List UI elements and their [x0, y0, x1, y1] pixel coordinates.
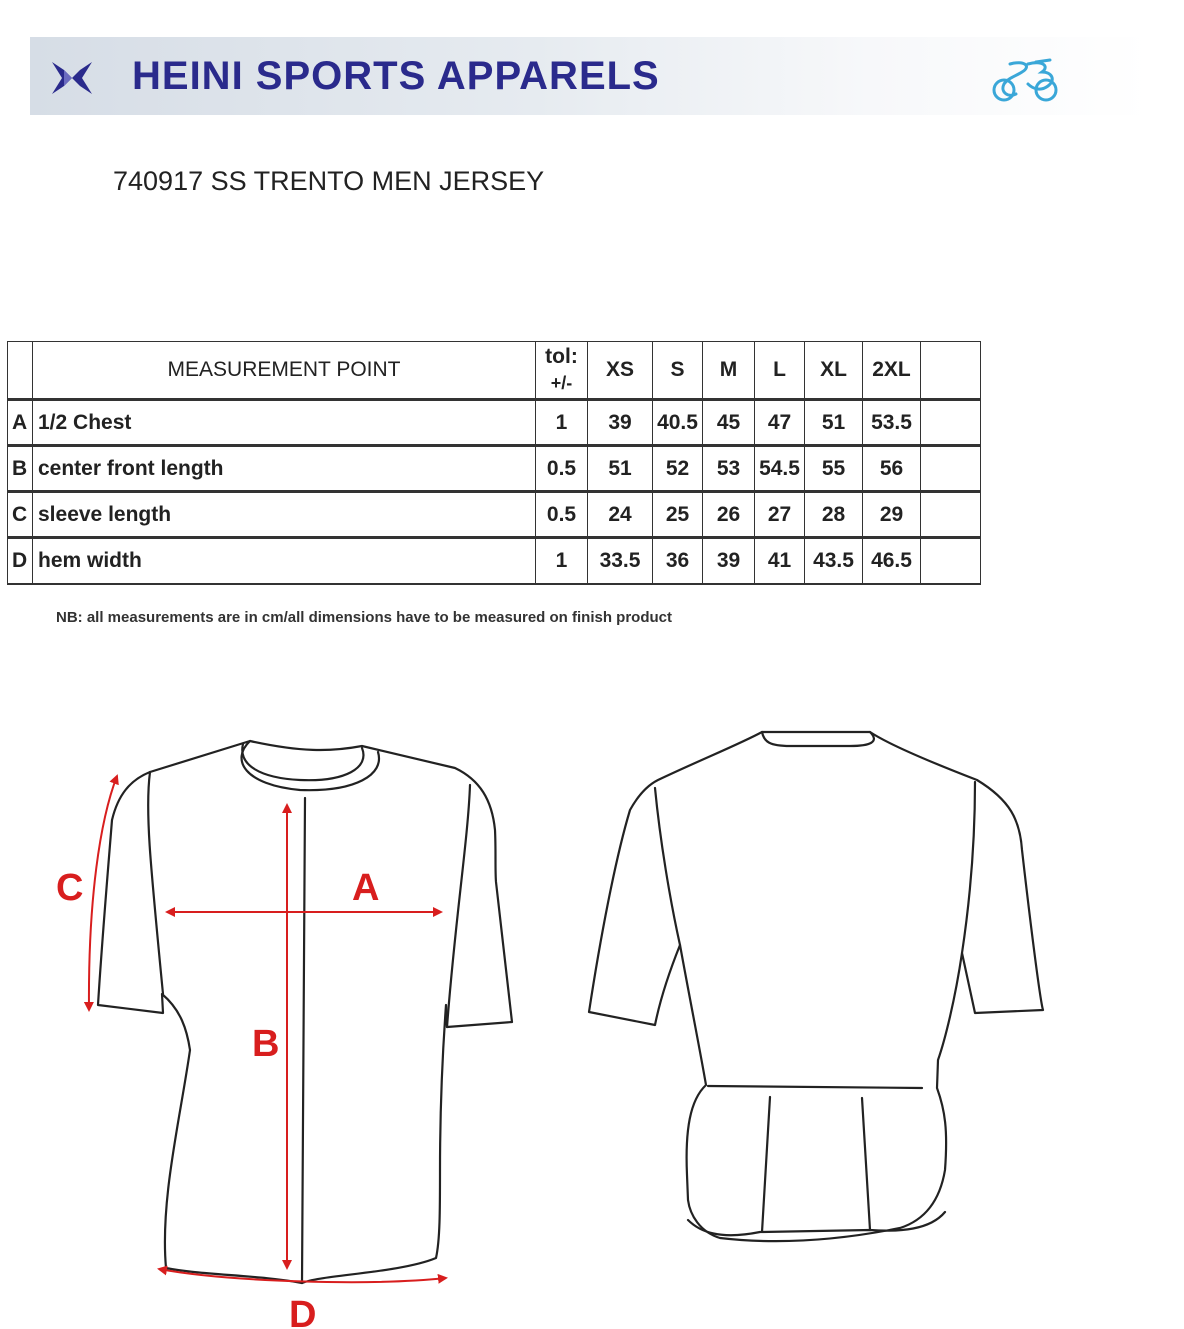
row-value: 46.5 — [863, 538, 921, 584]
header-size-s: S — [653, 342, 703, 400]
row-value: 36 — [653, 538, 703, 584]
row-value: 25 — [653, 492, 703, 538]
row-value: 26 — [703, 492, 755, 538]
row-point: sleeve length — [33, 492, 536, 538]
row-value: 24 — [588, 492, 653, 538]
row-empty — [921, 492, 981, 538]
row-tol: 1 — [536, 400, 588, 446]
header-size-xs: XS — [588, 342, 653, 400]
row-value: 29 — [863, 492, 921, 538]
table-row — [8, 400, 981, 446]
header-measurement-point: MEASUREMENT POINT — [33, 342, 536, 400]
measurement-note: NB: all measurements are in cm/all dimensions have to be measured on finish product — [56, 609, 672, 626]
jersey-front-icon — [98, 741, 512, 1283]
row-empty — [921, 400, 981, 446]
header-size-2xl: 2XL — [863, 342, 921, 400]
header-size-m: M — [703, 342, 755, 400]
row-value: 51 — [588, 446, 653, 492]
dimension-d-label: D — [289, 1294, 317, 1329]
header-size-l: L — [755, 342, 805, 400]
row-code: B — [8, 446, 33, 492]
jersey-diagram — [0, 700, 1184, 1329]
row-value: 43.5 — [805, 538, 863, 584]
header-tolerance — [536, 342, 588, 400]
row-empty — [921, 538, 981, 584]
row-empty — [921, 446, 981, 492]
header-code-cell — [8, 342, 33, 400]
heini-h-logo-icon — [50, 58, 94, 96]
row-value: 45 — [703, 400, 755, 446]
product-title: 740917 SS TRENTO MEN JERSEY — [113, 166, 545, 196]
row-value: 52 — [653, 446, 703, 492]
tol-sign: +/- — [550, 373, 573, 393]
row-value: 33.5 — [588, 538, 653, 584]
dimension-b-label: B — [252, 1023, 280, 1065]
row-value: 41 — [755, 538, 805, 584]
row-value: 39 — [703, 538, 755, 584]
row-value: 55 — [805, 446, 863, 492]
brand-name: HEINI SPORTS APPARELS — [132, 54, 660, 98]
dimension-c-label: C — [56, 867, 84, 909]
row-value: 53 — [703, 446, 755, 492]
row-point: hem width — [33, 538, 536, 584]
row-value: 47 — [755, 400, 805, 446]
tol-label: tol: — [545, 345, 578, 368]
row-tol: 0.5 — [536, 492, 588, 538]
size-spec-table — [7, 341, 981, 585]
header-empty-cell — [921, 342, 981, 400]
row-point: 1/2 Chest — [33, 400, 536, 446]
row-code: C — [8, 492, 33, 538]
table-row — [8, 446, 981, 492]
table-header-row — [8, 342, 981, 400]
dimension-a-label: A — [352, 867, 380, 909]
table-row — [8, 538, 981, 584]
row-tol: 1 — [536, 538, 588, 584]
row-value: 53.5 — [863, 400, 921, 446]
row-tol: 0.5 — [536, 446, 588, 492]
jersey-back-icon — [589, 732, 1043, 1241]
row-code: D — [8, 538, 33, 584]
row-value: 51 — [805, 400, 863, 446]
row-value: 28 — [805, 492, 863, 538]
row-value: 40.5 — [653, 400, 703, 446]
row-code: A — [8, 400, 33, 446]
header-size-xl: XL — [805, 342, 863, 400]
cyclist-logo-icon — [988, 58, 1070, 104]
row-point: center front length — [33, 446, 536, 492]
row-value: 39 — [588, 400, 653, 446]
dimension-c-line — [89, 776, 117, 1010]
row-value: 54.5 — [755, 446, 805, 492]
table-row — [8, 492, 981, 538]
row-value: 56 — [863, 446, 921, 492]
row-value: 27 — [755, 492, 805, 538]
